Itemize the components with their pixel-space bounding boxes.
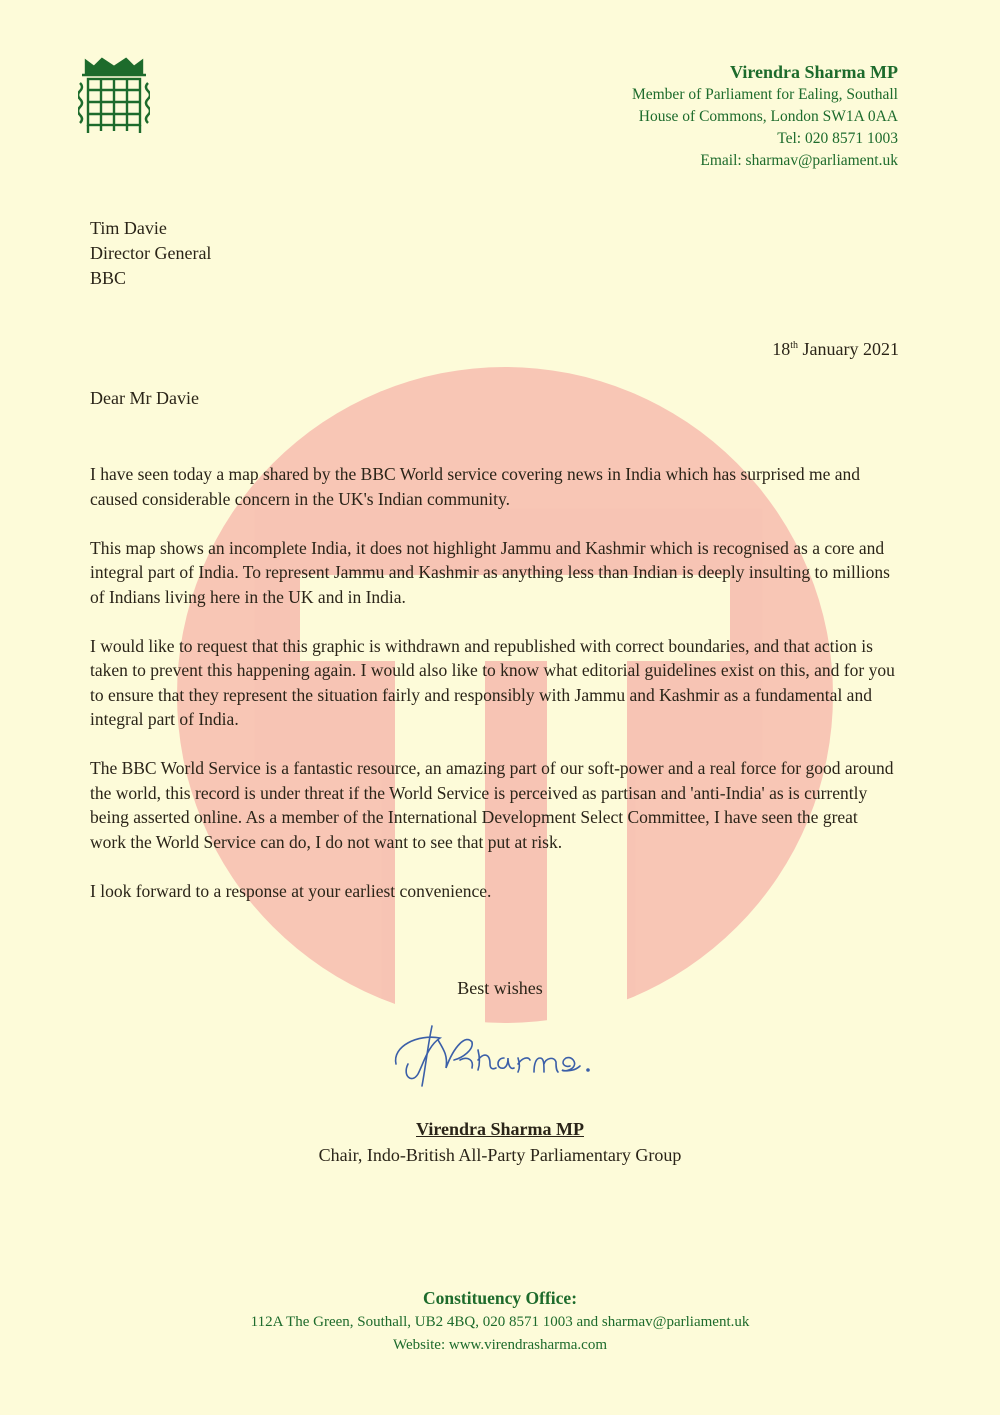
constituency-line: Member of Parliament for Ealing, Southall <box>631 86 898 103</box>
signatory-role: Chair, Indo-British All-Party Parliamentary Group <box>318 1145 682 1165</box>
letterhead <box>632 60 898 172</box>
salutation: Dear Mr Davie <box>90 388 199 408</box>
signatory-block <box>0 1116 1000 1168</box>
date-suffix: th <box>790 340 799 351</box>
footer-website[interactable]: Website: www.virendrasharma.com <box>393 1337 607 1353</box>
handwritten-signature <box>388 1016 598 1094</box>
body-paragraph: I have seen today a map shared by the BBC World service covering news in India which has surprised me and caused considerable concern in the UK's Indian community. <box>90 464 860 509</box>
recipient-title: Director General <box>90 243 212 263</box>
letter-body <box>90 462 895 928</box>
footer-address: 112A The Green, Southall, UB2 4BQ, 020 8571 1003 and sharmav@parliament.uk <box>250 1314 750 1330</box>
telephone: Tel: 020 8571 1003 <box>777 130 898 147</box>
constituency-footer <box>0 1286 1000 1357</box>
body-paragraph: I look forward to a response at your earliest convenience. <box>90 880 492 901</box>
body-paragraph: I would like to request that this graphic is withdrawn and republished with correct boundaries, and that action is taken to prevent this happening again. I would also like to know what editorial guidelines exist on this, and for you to ensure that they represent the situation fairly and responsibly with Jammu and Kashmir as a fundamental and integral part of India. <box>90 635 895 729</box>
date-month-year: January 2021 <box>798 339 899 359</box>
body-paragraph: This map shows an incomplete India, it does not highlight Jammu and Kashmir which is recognised as a core and integral part of India. To represent Jammu and Kashmir as anything less than Indian is deeply insulting to millions of Indians living here in the UK and in India. <box>90 537 890 607</box>
date-day: 18 <box>772 339 791 359</box>
signatory-name: Virendra Sharma MP <box>416 1119 584 1139</box>
recipient-org: BBC <box>90 268 127 288</box>
closing: Best wishes <box>457 978 543 998</box>
mp-name: Virendra Sharma MP <box>730 62 898 82</box>
address-line: House of Commons, London SW1A 0AA <box>638 108 898 125</box>
body-paragraph: The BBC World Service is a fantastic resource, an amazing part of our soft-power and a real force for good around the world, this record is under threat if the World Service is perceived as partisan and 'anti-India' as is currently being asserted online. As a member of the International Development Select Committee, I have seen the great work the World Service can do, I do not want to see that put at risk. <box>90 758 894 852</box>
footer-title: Constituency Office: <box>422 1288 578 1308</box>
recipient-name: Tim Davie <box>90 218 167 238</box>
letter-date <box>772 339 899 360</box>
email[interactable]: Email: sharmav@parliament.uk <box>700 152 898 169</box>
recipient-block <box>90 216 211 291</box>
portcullis-crest-icon <box>78 55 150 139</box>
